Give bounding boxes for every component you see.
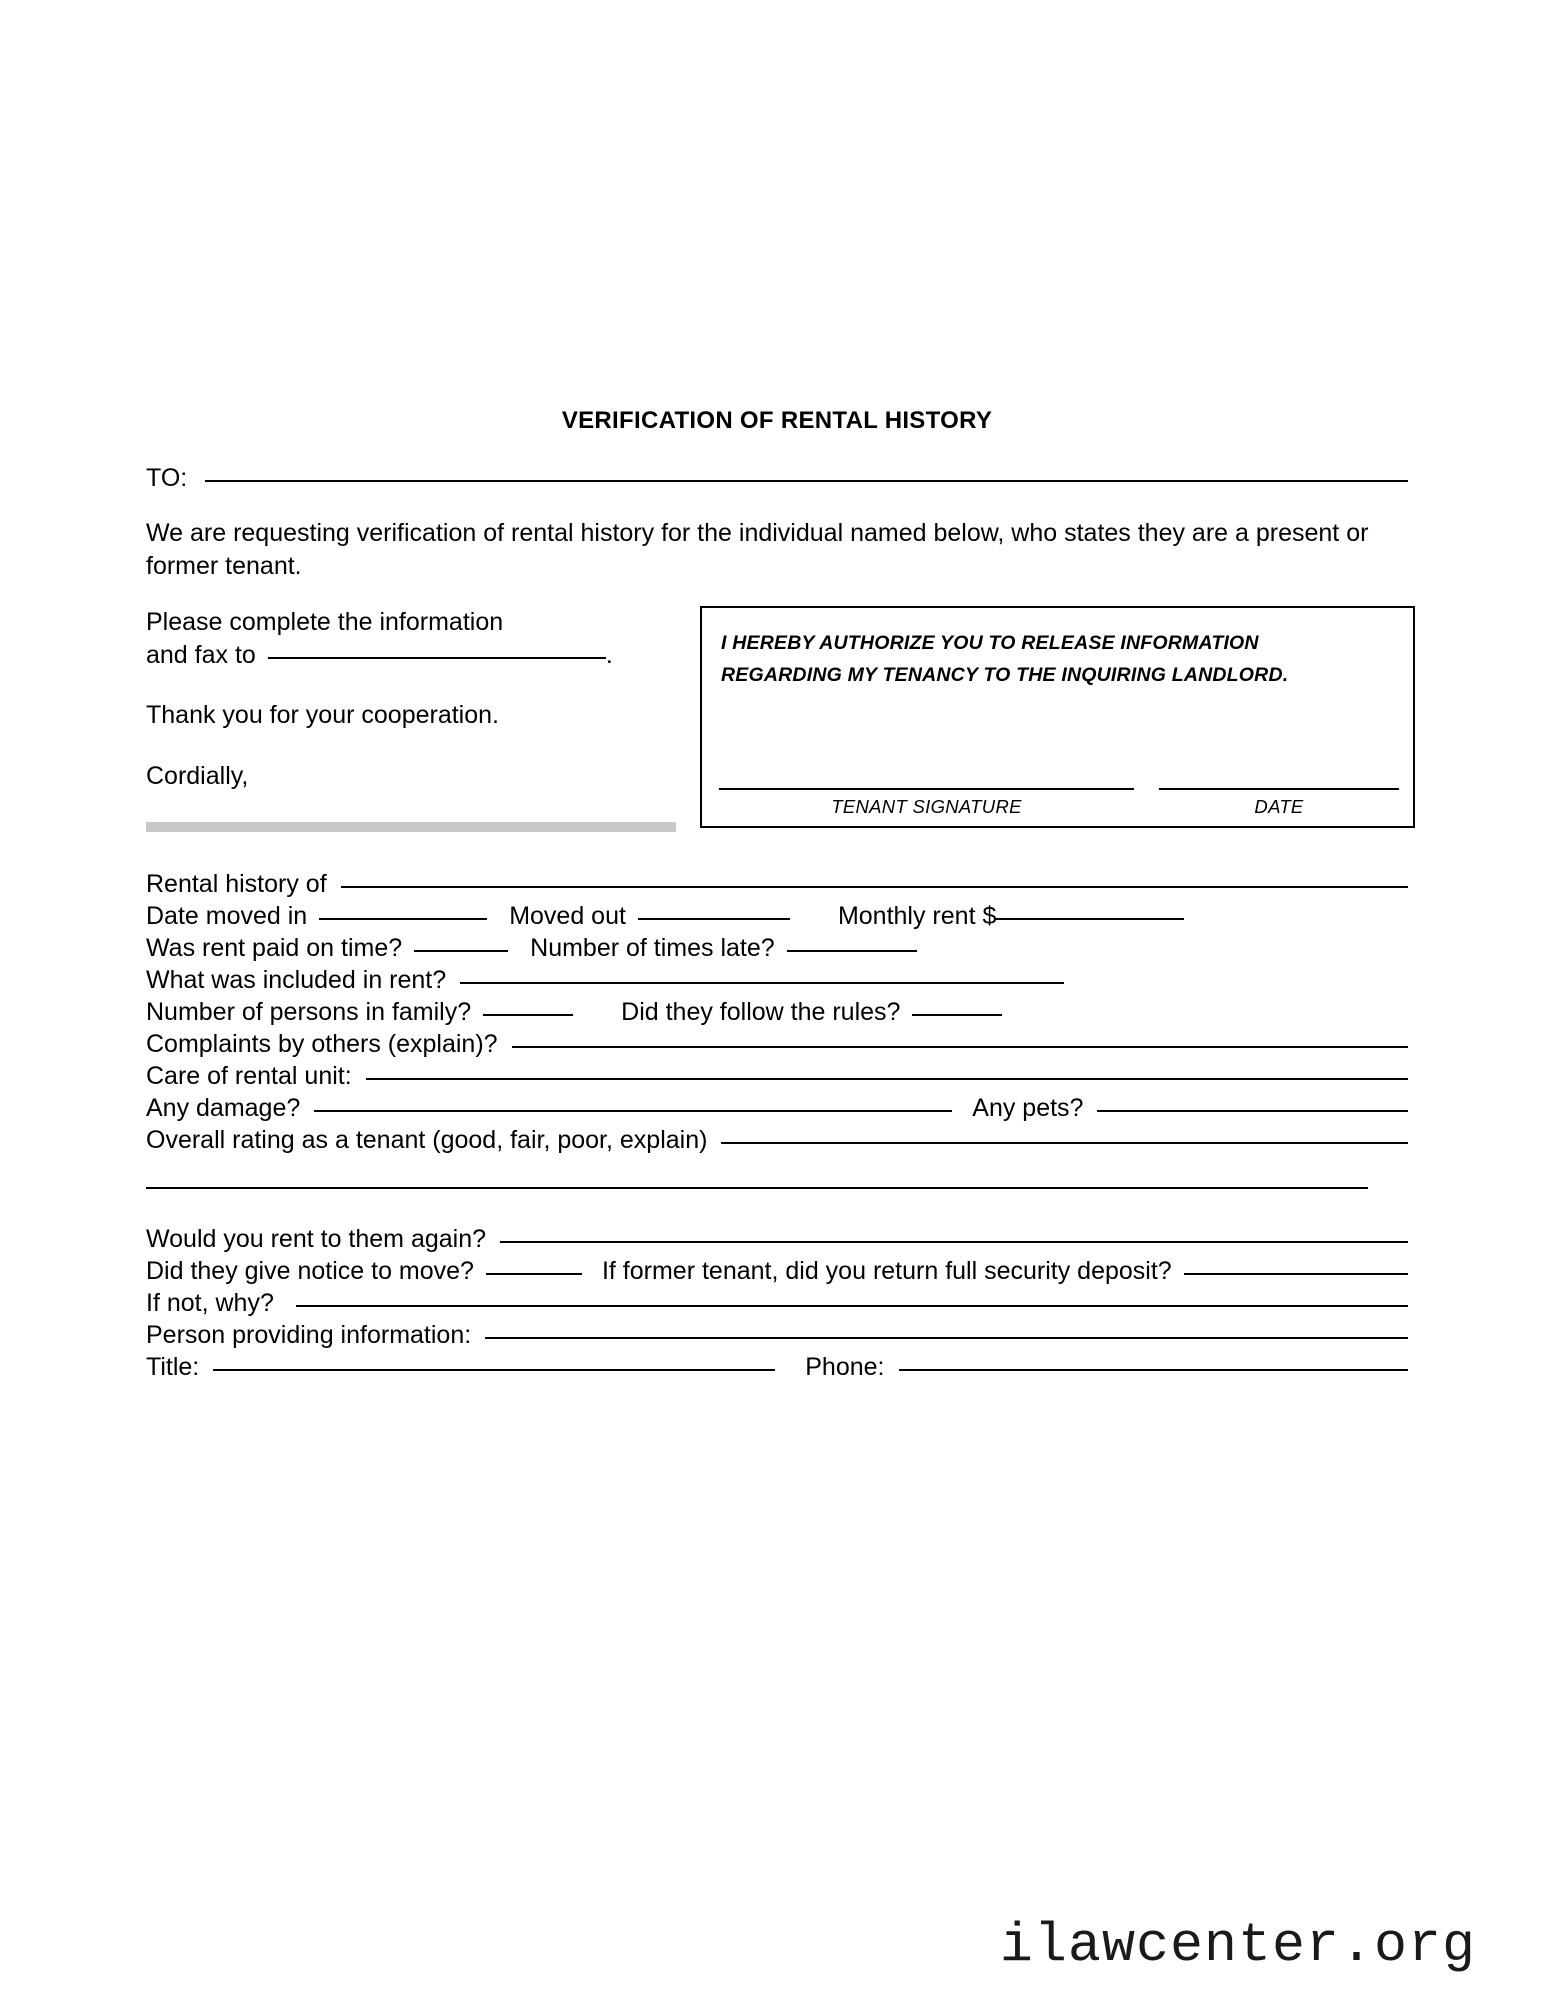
rent-again-label: Would you rent to them again? xyxy=(146,1225,487,1253)
overall-rating-field[interactable] xyxy=(721,1141,1408,1144)
title-and-phone-row xyxy=(146,1351,1408,1383)
damage-and-pets-row xyxy=(146,1092,1408,1124)
to-blank-field[interactable] xyxy=(205,479,1408,482)
signature-date-group xyxy=(1159,787,1399,818)
authorization-box xyxy=(700,606,1415,828)
notice-to-move-label: Did they give notice to move? xyxy=(146,1257,474,1285)
fax-line-period: . xyxy=(605,640,613,669)
phone-label: Phone: xyxy=(805,1353,885,1381)
to-row xyxy=(146,462,1408,494)
move-dates-row xyxy=(146,900,1408,932)
rent-paid-on-time-label: Was rent paid on time? xyxy=(146,934,403,962)
thank-you-line: Thank you for your cooperation. xyxy=(146,701,499,729)
person-providing-information-label: Person providing information: xyxy=(146,1321,472,1349)
overall-rating-continuation-field[interactable] xyxy=(146,1186,1368,1189)
if-not-why-row xyxy=(146,1287,1408,1319)
rental-history-of-field[interactable] xyxy=(341,885,1408,888)
page-title: VERIFICATION OF RENTAL HISTORY xyxy=(561,407,993,434)
included-in-rent-row xyxy=(146,964,1408,996)
rent-again-field[interactable] xyxy=(500,1240,1408,1243)
rental-history-form-section xyxy=(146,868,1408,1383)
rent-paid-on-time-row xyxy=(146,932,1408,964)
fax-number-blank-field[interactable] xyxy=(268,656,606,659)
to-label: TO: xyxy=(146,464,188,492)
date-moved-in-field[interactable] xyxy=(319,917,487,920)
number-of-times-late-field[interactable] xyxy=(787,949,917,952)
person-providing-information-field[interactable] xyxy=(485,1336,1408,1339)
number-of-times-late-label: Number of times late? xyxy=(530,934,775,962)
signature-zone xyxy=(719,787,1399,818)
letter-section xyxy=(146,462,1408,828)
section-divider xyxy=(146,822,676,832)
tenant-signature-caption: TENANT SIGNATURE xyxy=(831,796,1022,817)
complaints-by-others-label: Complaints by others (explain)? xyxy=(146,1030,498,1058)
moved-out-field[interactable] xyxy=(638,917,790,920)
person-providing-information-row xyxy=(146,1319,1408,1351)
title-field[interactable] xyxy=(213,1368,775,1371)
authorization-text xyxy=(721,628,1381,691)
rental-history-of-row xyxy=(146,868,1408,900)
rental-history-of-label: Rental history of xyxy=(146,870,327,898)
complaints-by-others-row xyxy=(146,1028,1408,1060)
letter-and-authorization-row xyxy=(146,606,1408,828)
persons-in-family-label: Number of persons in family? xyxy=(146,998,472,1026)
date-moved-in-label: Date moved in xyxy=(146,902,308,930)
any-pets-field[interactable] xyxy=(1097,1109,1408,1112)
care-of-rental-unit-label: Care of rental unit: xyxy=(146,1062,352,1090)
security-deposit-label: If former tenant, did you return full security deposit? xyxy=(601,1257,1172,1285)
monthly-rent-field[interactable] xyxy=(996,917,1184,920)
rent-again-row xyxy=(146,1223,1408,1255)
any-damage-field[interactable] xyxy=(314,1109,952,1112)
please-complete-line-1: Please complete the information xyxy=(146,608,504,636)
authorization-line-1: I HEREBY AUTHORIZE YOU TO RELEASE INFORMATION xyxy=(721,632,1259,654)
fax-to-label: and fax to xyxy=(146,640,256,669)
fax-to-line xyxy=(146,639,691,672)
complaints-by-others-field[interactable] xyxy=(512,1045,1408,1048)
letter-text-column xyxy=(146,606,691,792)
notice-to-move-field[interactable] xyxy=(486,1272,582,1275)
overall-rating-label: Overall rating as a tenant (good, fair, poor, explain) xyxy=(146,1126,708,1154)
care-of-rental-unit-field[interactable] xyxy=(366,1077,1408,1080)
follow-the-rules-field[interactable] xyxy=(912,1013,1002,1016)
title-label: Title: xyxy=(146,1353,200,1381)
authorization-line-2: REGARDING MY TENANCY TO THE INQUIRING LANDLORD. xyxy=(721,663,1289,686)
monthly-rent-label: Monthly rent $ xyxy=(837,902,997,930)
intro-paragraph: We are requesting verification of rental history for the individual named below, who states they are a present or former tenant. xyxy=(146,519,1369,580)
any-damage-label: Any damage? xyxy=(146,1094,301,1122)
signature-date-caption: DATE xyxy=(1254,796,1304,817)
included-in-rent-field[interactable] xyxy=(460,981,1064,984)
persons-in-family-field[interactable] xyxy=(483,1013,573,1016)
if-not-why-field[interactable] xyxy=(296,1304,1408,1307)
please-complete-block xyxy=(146,606,691,671)
cordially-line: Cordially, xyxy=(146,761,249,790)
overall-rating-row xyxy=(146,1124,1408,1156)
care-of-rental-unit-row xyxy=(146,1060,1408,1092)
family-and-rules-row xyxy=(146,996,1408,1028)
notice-and-deposit-row xyxy=(146,1255,1408,1287)
tenant-signature-group xyxy=(719,787,1134,818)
site-watermark: ilawcenter.org xyxy=(999,1914,1476,1977)
moved-out-label: Moved out xyxy=(509,902,626,930)
security-deposit-field[interactable] xyxy=(1184,1272,1408,1275)
follow-the-rules-label: Did they follow the rules? xyxy=(621,998,901,1026)
rent-paid-on-time-field[interactable] xyxy=(414,949,508,952)
included-in-rent-label: What was included in rent? xyxy=(146,966,447,994)
any-pets-label: Any pets? xyxy=(972,1094,1084,1122)
phone-field[interactable] xyxy=(899,1368,1409,1371)
if-not-why-label: If not, why? xyxy=(146,1289,274,1317)
